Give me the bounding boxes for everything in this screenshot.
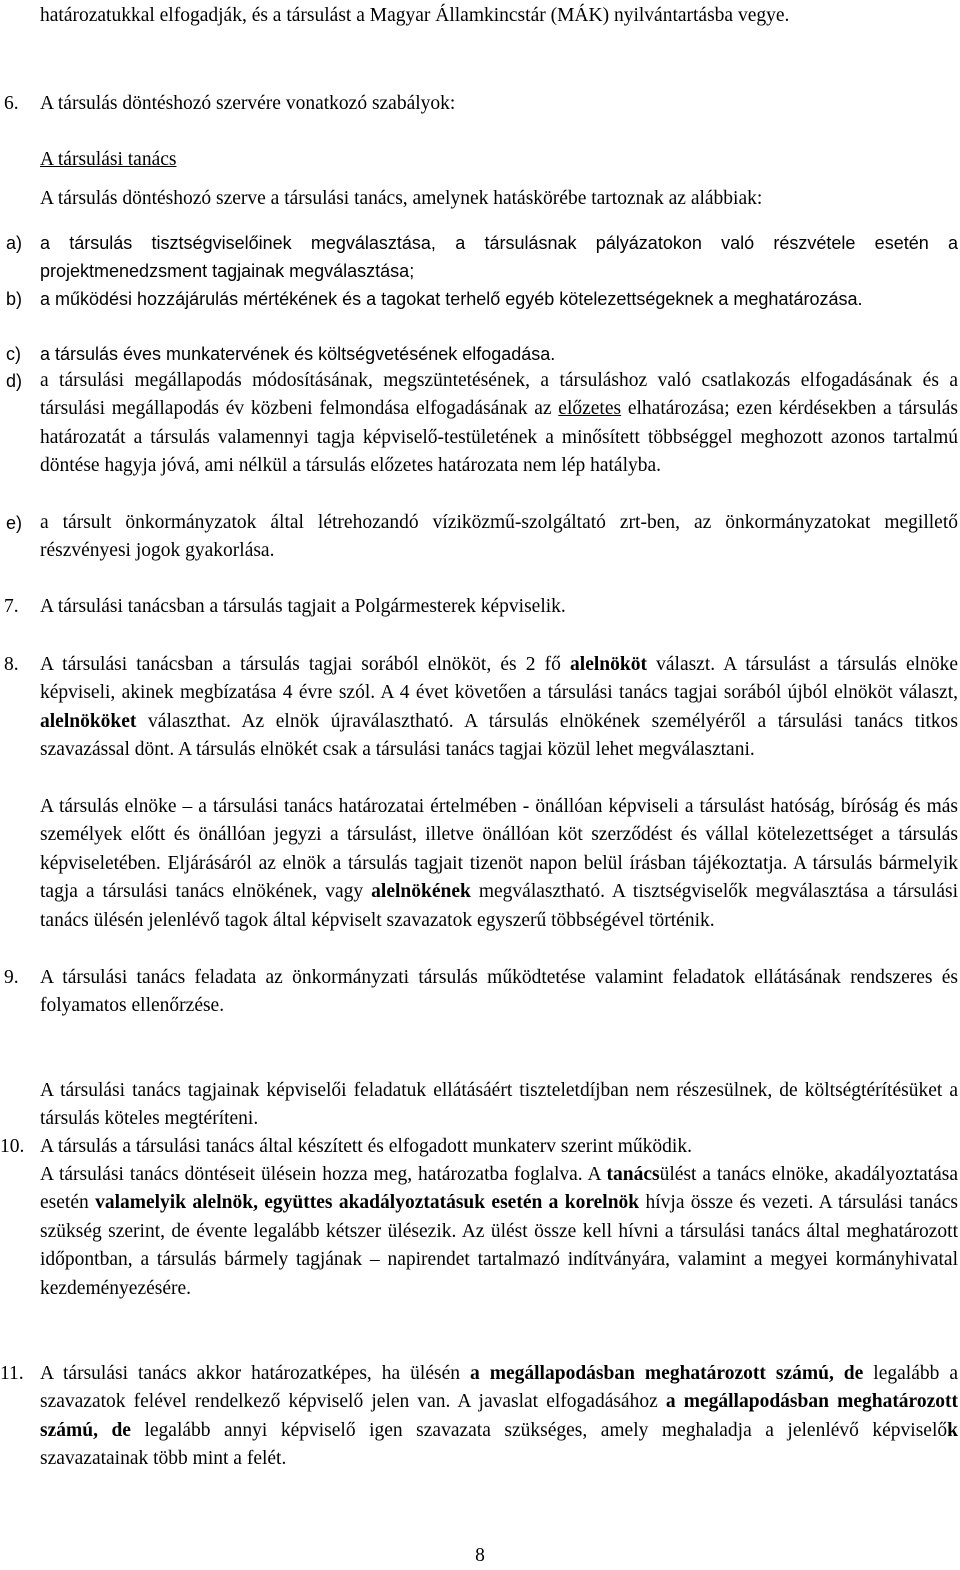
intro-paragraph bbox=[40, 2, 958, 30]
section-number: 10. bbox=[0, 1136, 25, 1157]
section-paragraph: A társulási tanács tagjainak képviselői feladatuk ellátásáért tiszteletdíjban nem részesülnek, de költségtérítésüket a társulás köteles megtéríteni. bbox=[40, 1080, 958, 1130]
section-heading: A társulás döntéshozó szervére vonatkozó szabályok: bbox=[40, 93, 456, 114]
list-item-text: a működési hozzájárulás mértékének és a tagokat terhelő egyéb kötelezettségeknek a meghatározása. bbox=[40, 289, 863, 309]
section-number: 9. bbox=[4, 967, 19, 988]
section-number: 7. bbox=[4, 596, 19, 617]
list-item-text: a társulás éves munkatervének és költségvetésének elfogadása. bbox=[40, 344, 556, 364]
section-paragraph: A társulási tanács döntéseit ülésein hozza meg, határozatba foglalva. A tanácsülést a tanács elnöke, akadályoztatása esetén valamelyik alelnök, együttes akadályoztatásuk esetén a korelnök hívja össze és vezeti. A társulási tanács szükség szerint, de évente legalább kétszer ülésezik. Az ülést össze kell hívni a társulási tanács által meghatározott időpontban, a társulás bármely tagjának – napirendet tartalmazó indítványára, valamint a megyei kormányhivatal kezdeményezésére. bbox=[40, 1164, 958, 1299]
list-item-label: a) bbox=[6, 233, 23, 253]
list-item-label: b) bbox=[6, 289, 23, 309]
list-item-text: a társulási megállapodás módosításának, megszüntetésének, a társuláshoz való csatlakozás elfogadásának és a társulási megállapodás év közbeni felmondása elfogadásának az előzetes elhatározása; ezen kérdésekben a társulás határozatát a társulás valamennyi tagja képviselő-testületének a minősített többséggel meghozott azonos tartalmú döntése hagyja jóvá, ami nélkül a társulás előzetes határozata nem lép hatályba. bbox=[40, 370, 958, 477]
page-number: 8 bbox=[475, 1545, 485, 1566]
subheading: A társulási tanács bbox=[40, 149, 177, 170]
list-item-text: a társult önkormányzatok által létrehozandó víziközmű-szolgáltató zrt-ben, az önkormányzatokat megillető részvényesi jogok gyakorlása. bbox=[40, 512, 958, 562]
section-paragraph: A társulás elnöke – a társulási tanács határozatai értelmében - önállóan képviseli a társulást hatóság, bíróság és más személyek előtt és önállóan jegyzi a társulást, illetve önállóan köt szerződést és vállal kötelezettséget a társulás képviseletében. Eljárásáról az elnök a társulás tagjait tizenöt napon belül írásban tájékoztatja. A társulás bármelyik tagja a társulási tanács elnökének, vagy alelnökének megválasztható. A tisztségviselők megválasztása a társulási tanács ülésén jelenlévő tagok által képviselt szavazatok egyszerű többségével történik. bbox=[40, 796, 958, 931]
list-item-label: e) bbox=[6, 513, 23, 533]
section-paragraph: A társulási tanácsban a társulás tagjai sorából elnököt, és 2 fő alelnököt választ. A társulást a társulás elnöke képviseli, akinek megbízatása 4 évre szól. A 4 évet követően a társulási tanács tagjai sorából újból elnököt választ, alelnököket választhat. Az elnök újraválasztható. A társulás elnökének személyéről a társulási tanács titkos szavazással dönt. A társulás elnökét csak a társulási tanács tagjai közül lehet megválasztani. bbox=[40, 654, 958, 761]
list-item-label: c) bbox=[6, 344, 21, 364]
section-paragraph: A társulási tanács akkor határozatképes, ha ülésén a megállapodásban meghatározott számú, de legalább a szavazatok felével rendelkező képviselő jelen van. A javaslat elfogadásához a megállapodásban meghatározott számú, de legalább annyi képviselő igen szavazata szükséges, amely meghaladja a jelenlévő képviselők szavazatainak több mint a felét. bbox=[40, 1363, 959, 1470]
intro-text: határozatukkal elfogadják, és a társulást a Magyar Államkincstár (MÁK) nyilvántartásba vegye. bbox=[40, 5, 790, 26]
section-number: 8. bbox=[4, 654, 19, 675]
section-lead: A társulás döntéshozó szerve a társulási tanács, amelynek hatáskörébe tartoznak az alábbiak: bbox=[40, 188, 763, 209]
section-number: 6. bbox=[4, 93, 19, 114]
underlined-term: előzetes bbox=[558, 398, 622, 420]
section-text: A társulási tanácsban a társulás tagjait a Polgármesterek képviselik. bbox=[40, 596, 566, 617]
section-paragraph: A társulási tanács feladata az önkormányzati társulás működtetése valamint feladatok ellátásának rendszeres és folyamatos ellenőrzése. bbox=[40, 967, 958, 1017]
list-item-label: d) bbox=[6, 371, 23, 391]
section-paragraph: A társulás a társulási tanács által készített és elfogadott munkaterv szerint működik. bbox=[40, 1136, 692, 1157]
section-number: 11. bbox=[0, 1363, 24, 1384]
list-item-text: a társulás tisztségviselőinek megválasztása, a társulásnak pályázatokon való részvétele esetén a projektmenedzsment tagjainak megválasztása; bbox=[40, 233, 958, 281]
